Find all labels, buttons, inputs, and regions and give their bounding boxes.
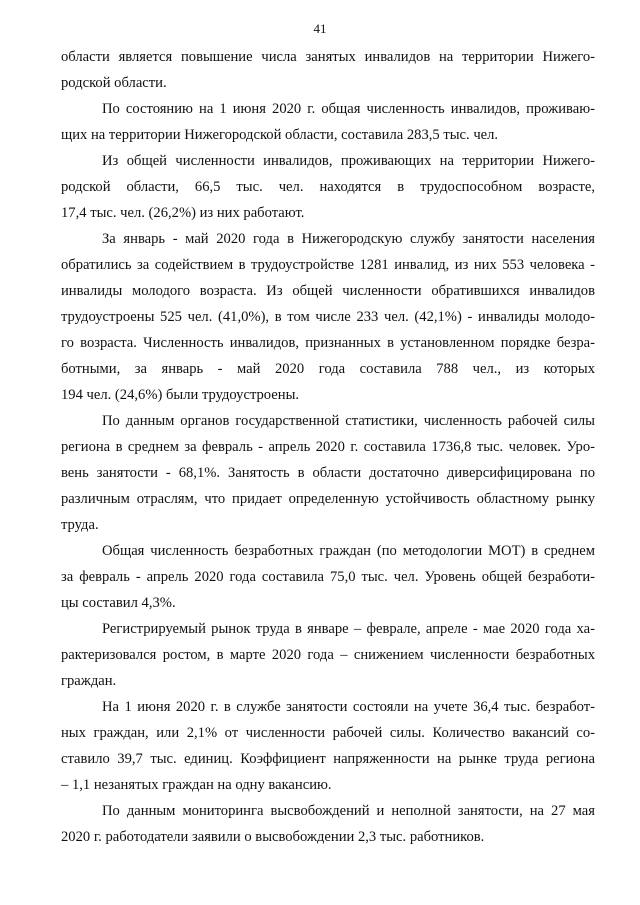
paragraph-first-line: По данным органов государственной статистики, численность рабочей силы: [102, 413, 595, 429]
text-line: щих на территории Нижегородской области, составила 283,5 тыс. чел.: [61, 127, 499, 143]
text-line: ботными, за январь - май 2020 года составила 788 чел., из которых: [61, 361, 595, 377]
paragraph-first-line: За январь - май 2020 года в Нижегородскую службу занятости населения: [102, 231, 595, 247]
text-line: – 1,1 незанятых граждан на одну вакансию.: [61, 777, 332, 793]
paragraph-first-line: По состоянию на 1 июня 2020 г. общая численность инвалидов, проживаю-: [102, 101, 595, 117]
text-line: трудоустроены 525 чел. (41,0%), в том числе 233 чел. (42,1%) - инвалиды молодо-: [61, 309, 595, 325]
page-number: 41: [313, 21, 327, 36]
text-line: 2020 г. работодатели заявили о высвобождении 2,3 тыс. работников.: [61, 829, 485, 845]
paragraph-first-line: Из общей численности инвалидов, проживающих на территории Нижего-: [102, 153, 595, 169]
text-line: родской области.: [61, 75, 167, 91]
paragraph-first-line: По данным мониторинга высвобождений и неполной занятости, на 27 мая: [102, 803, 595, 819]
text-line: различным отраслям, что придает определенную устойчивость областному рынку: [61, 491, 595, 507]
text-line: ставило 39,7 тыс. единиц. Коэффициент напряженности на рынке труда региона: [61, 751, 595, 767]
text-line: региона в среднем за февраль - апрель 2020 г. составила 1736,8 тыс. человек. Уро-: [61, 439, 595, 455]
text-line: рактеризовался ростом, в марте 2020 года – снижением численности безработных: [61, 647, 595, 663]
text-line: го возраста. Численность инвалидов, признанных в установленном порядке безра-: [61, 335, 595, 351]
text-line: обратились за содействием в трудоустройстве 1281 инвалид, из них 553 человека -: [61, 257, 595, 273]
text-line: родской области, 66,5 тыс. чел. находятся в трудоспособном возрасте,: [61, 179, 595, 195]
text-line: ных граждан, или 2,1% от численности рабочей силы. Количество вакансий со-: [61, 725, 595, 741]
paragraph-first-line: На 1 июня 2020 г. в службе занятости состояли на учете 36,4 тыс. безработ-: [102, 699, 595, 715]
text-line: цы составил 4,3%.: [61, 595, 176, 611]
text-line: области является повышение числа занятых инвалидов на территории Нижего-: [61, 49, 595, 65]
paragraph-first-line: Регистрируемый рынок труда в январе – феврале, апреле - мае 2020 года ха-: [102, 621, 595, 637]
text-line: за февраль - апрель 2020 года составила 75,0 тыс. чел. Уровень общей безработи-: [61, 569, 595, 585]
paragraph-first-line: Общая численность безработных граждан (по методологии МОТ) в среднем: [102, 543, 595, 559]
text-line: труда.: [61, 517, 99, 533]
text-line: 194 чел. (24,6%) были трудоустроены.: [61, 387, 300, 403]
text-line: граждан.: [61, 673, 117, 689]
text-line: 17,4 тыс. чел. (26,2%) из них работают.: [61, 205, 305, 221]
text-line: вень занятости - 68,1%. Занятость в области достаточно диверсифицирована по: [61, 465, 595, 481]
text-line: инвалиды молодого возраста. Из общей численности обратившихся инвалидов: [61, 283, 595, 299]
